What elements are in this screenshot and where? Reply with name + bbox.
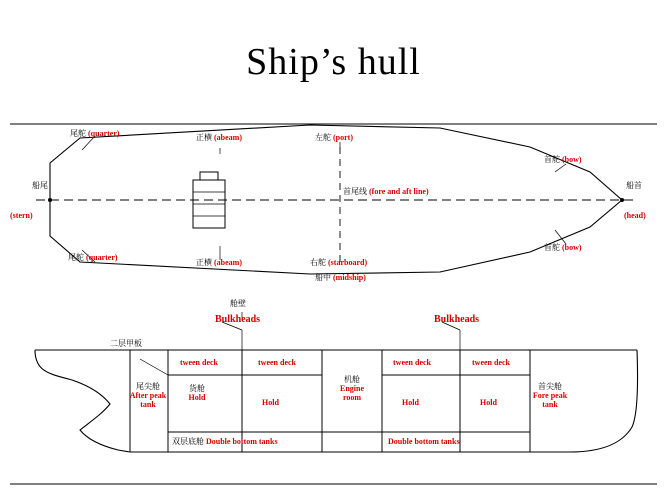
label-cabin-wall: 舱壁 — [230, 299, 246, 308]
label-tween-deck-4: tween deck — [472, 358, 510, 367]
label-stern-cn: 船尾 — [32, 181, 48, 190]
label-bow-bottom: 首舵 (bow) — [544, 243, 582, 252]
label-second-deck: 二层甲板 — [110, 339, 142, 348]
label-abeam-bottom: 正横 (abeam) — [196, 258, 242, 267]
label-tween-deck-2: tween deck — [258, 358, 296, 367]
label-engine-room: 机舱 Engine room — [339, 375, 364, 403]
diagram-vector-layer — [10, 122, 657, 487]
label-port: 左舵 (port) — [315, 133, 353, 142]
label-hold-2: Hold — [262, 398, 279, 407]
label-double-bottom-right: Double bottom tanks — [388, 437, 460, 446]
label-hold-3: Hold — [402, 398, 419, 407]
label-head-cn: 船首 — [626, 181, 642, 190]
label-abeam-top: 正横 (abeam) — [196, 133, 242, 142]
label-head-en: (head) — [624, 211, 646, 220]
label-midship: 船中 (midship) — [315, 273, 366, 282]
ship-hull-diagram — [10, 122, 657, 487]
label-hold-4: Hold — [480, 398, 497, 407]
label-hold-1: 货舱 Hold — [188, 384, 206, 403]
label-tween-deck-3: tween deck — [393, 358, 431, 367]
label-double-bottom-left: 双层底舱 Double bottom tanks — [172, 437, 278, 446]
label-stern-en: (stern) — [10, 211, 33, 220]
header-bulkheads-right: Bulkheads — [434, 314, 480, 325]
header-bulkheads-left: Bulkheads — [215, 314, 261, 325]
label-starboard: 右舵 (starboard) — [310, 258, 368, 267]
label-quarter-bottom: 尾舵 (quarter) — [68, 253, 118, 262]
label-fore-and-aft-line: 首尾线 (fore and aft line) — [343, 187, 429, 196]
page-title: Ship’s hull — [246, 41, 421, 83]
label-bow-top: 首舵 (bow) — [544, 155, 582, 164]
label-after-peak-tank: 尾尖舱 After peak tank — [129, 382, 167, 410]
label-tween-deck-1: tween deck — [180, 358, 218, 367]
label-fore-peak-tank: 首尖舱 Fore peak tank — [532, 382, 568, 410]
label-quarter-top: 尾舵 (quarter) — [70, 129, 120, 138]
